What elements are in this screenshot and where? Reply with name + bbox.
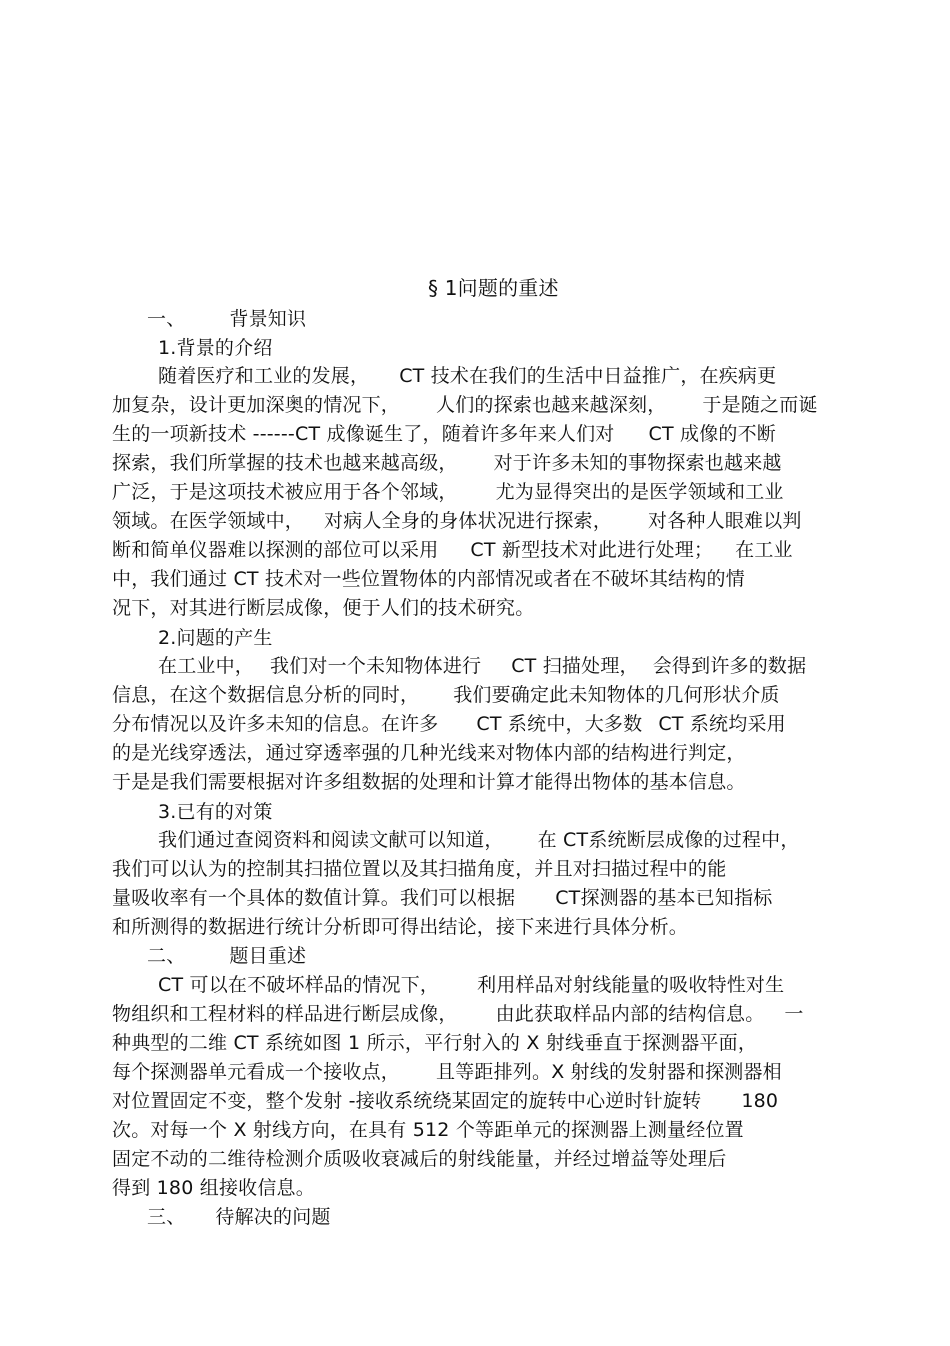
paragraph-line: 对位置固定不变，整个发射 -接收系统绕某固定的旋转中心逆时针旋转 180 xyxy=(112,1090,779,1112)
subheading-existing-measures: 3.已有的对策 xyxy=(158,801,273,823)
paragraph-line: 中，我们通过 CT 技术对一些位置物体的内部情况或者在不破坏其结构的情 xyxy=(112,568,745,590)
heading-number: 三、 xyxy=(147,1206,186,1228)
paragraph-line: 加复杂，设计更加深奥的情况下， 人们的探索也越来越深刻， 于是随之而诞 xyxy=(112,394,818,416)
paragraph-line: CT 可以在不破坏样品的情况下， 利用样品对射线能量的吸收特性对生 xyxy=(158,974,785,996)
paragraph-line: 广泛，于是这项技术被应用于各个邻域， 尤为显得突出的是医学领域和工业 xyxy=(112,481,784,503)
heading-text: 题目重述 xyxy=(229,945,307,967)
paragraph-line: 断和简单仪器难以探测的部位可以采用 CT 新型技术对此进行处理； 在工业 xyxy=(112,539,793,561)
paragraph-line: 的是光线穿透法，通过穿透率强的几种光线来对物体内部的结构进行判定， xyxy=(112,742,746,764)
paragraph-line: 探索，我们所掌握的技术也越来越高级， 对于许多未知的事物探索也越来越 xyxy=(112,452,782,474)
paragraph-line: 在工业中， 我们对一个未知物体进行 CT 扫描处理， 会得到许多的数据 xyxy=(158,655,807,677)
paragraph-line: 分布情况以及许多未知的信息。在许多 CT 系统中，大多数 CT 系统均采用 xyxy=(112,713,786,735)
section-title: § 1问题的重述 xyxy=(428,276,559,300)
paragraph-line: 固定不动的二维待检测介质吸收衰减后的射线能量，并经过增益等处理后 xyxy=(112,1148,727,1170)
subheading-problem-origin: 2.问题的产生 xyxy=(158,627,273,649)
heading-background-knowledge xyxy=(147,307,306,331)
paragraph-line: 种典型的二维 CT 系统如图 1 所示，平行射入的 X 射线垂直于探测器平面， xyxy=(112,1032,758,1054)
paragraph-line: 得到 180 组接收信息。 xyxy=(112,1177,315,1199)
paragraph-line: 我们可以认为的控制其扫描位置以及其扫描角度，并且对扫描过程中的能 xyxy=(112,858,727,880)
heading-text: 背景知识 xyxy=(229,308,307,330)
paragraph-line: 每个探测器单元看成一个接收点， 且等距排列。X 射线的发射器和探测器相 xyxy=(112,1061,782,1083)
paragraph-line: 物组织和工程材料的样品进行断层成像， 由此获取样品内部的结构信息。 一 xyxy=(112,1003,804,1025)
heading-number: 二、 xyxy=(147,945,186,967)
paragraph-line: 次。对每一个 X 射线方向，在具有 512 个等距单元的探测器上测量经位置 xyxy=(112,1119,744,1141)
heading-text: 待解决的问题 xyxy=(215,1206,331,1228)
paragraph-line: 于是是我们需要根据对许多组数据的处理和计算才能得出物体的基本信息。 xyxy=(112,771,746,793)
heading-problem-restatement xyxy=(147,944,306,968)
paragraph-line: 领域。在医学领域中， 对病人全身的身体状况进行探索， 对各种人眼难以判 xyxy=(112,510,802,532)
heading-problems-to-solve xyxy=(147,1205,331,1229)
paragraph-line: 量吸收率有一个具体的数值计算。我们可以根据 CT探测器的基本已知指标 xyxy=(112,887,773,909)
paragraph-line: 生的一项新技术 ------CT 成像诞生了，随着许多年来人们对 CT 成像的不断 xyxy=(112,423,777,445)
heading-number: 一、 xyxy=(147,308,186,330)
paragraph-line: 我们通过查阅资料和阅读文献可以知道， 在 CT系统断层成像的过程中， xyxy=(158,829,800,851)
paragraph-line: 随着医疗和工业的发展， CT 技术在我们的生活中日益推广，在疾病更 xyxy=(158,365,777,387)
paragraph-line: 况下，对其进行断层成像，便于人们的技术研究。 xyxy=(112,597,535,619)
subheading-background-intro: 1.背景的介绍 xyxy=(158,337,273,359)
paragraph-line: 信息，在这个数据信息分析的同时， 我们要确定此未知物体的几何形状介质 xyxy=(112,684,780,706)
paragraph-line: 和所测得的数据进行统计分析即可得出结论，接下来进行具体分析。 xyxy=(112,916,689,938)
